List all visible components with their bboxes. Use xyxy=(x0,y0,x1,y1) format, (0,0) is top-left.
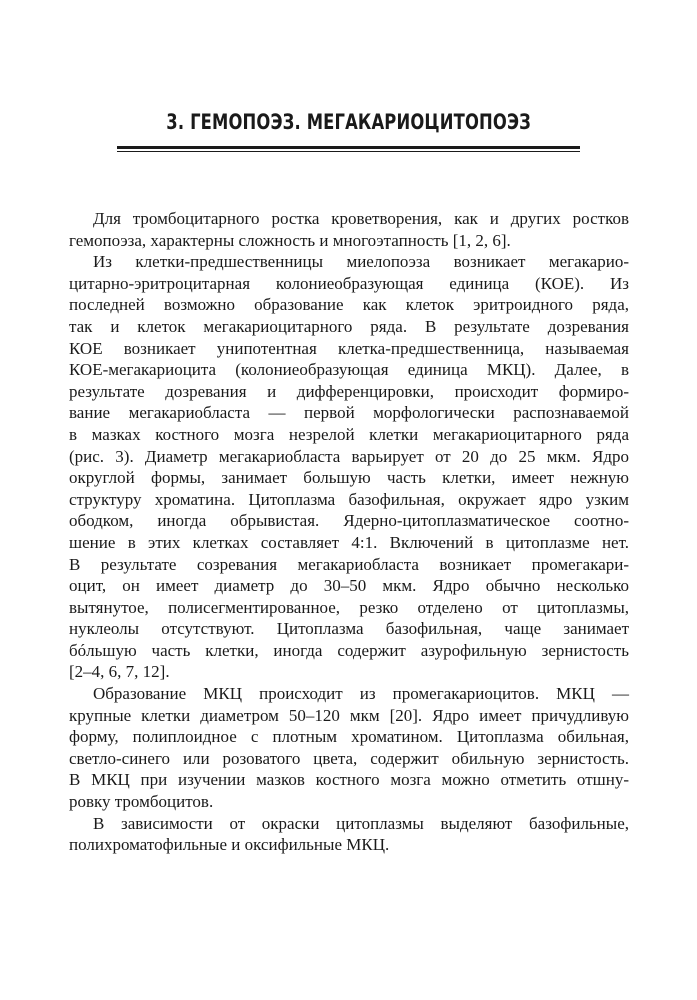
text-line: В МКЦ при изучении мазков костного мозга можно отметить отшну- xyxy=(69,770,629,790)
text-line: вание мегакариобласта — первой морфологически распознаваемой xyxy=(69,403,629,423)
text-line: В зависимости от окраски цитоплазмы выделяют базофильные, xyxy=(93,813,629,833)
body-text xyxy=(69,208,629,856)
paragraph xyxy=(69,683,629,813)
chapter-title: 3. ГЕМОПОЭЗ. МЕГАКАРИОЦИТОПОЭЗ xyxy=(166,110,531,134)
text-line: последней возможно образование как клеток эритроидного ряда, xyxy=(69,295,629,315)
text-line: В результате созревания мегакариобласта возникает промегакари- xyxy=(69,554,629,574)
text-line: КОЕ возникает унипотентная клетка-предшественница, называемая xyxy=(69,338,629,358)
text-line: цитарно-эритроцитарная колониеобразующая единица (КОЕ). Из xyxy=(69,273,629,293)
title-underline-thick xyxy=(117,146,580,149)
text-line: в мазках костного мозга незрелой клетки мегакариоцитарного ряда xyxy=(69,424,629,444)
text-line: полихроматофильные и оксифильные МКЦ. xyxy=(69,835,390,855)
text-line: нуклеолы отсутствуют. Цитоплазма базофильная, чаще занимает xyxy=(69,619,629,639)
text-line: ровку тромбоцитов. xyxy=(69,792,214,812)
text-line: ободком, иногда обрывистая. Ядерно-цитоплазматическое соотно- xyxy=(69,511,629,531)
paragraph xyxy=(69,813,629,856)
text-line: вытянутое, полисегментированное, резко отделено от цитоплазмы, xyxy=(69,597,629,617)
text-line: [2–4, 6, 7, 12]. xyxy=(69,662,170,682)
text-line: бóльшую часть клетки, иногда содержит азурофильную зернистость xyxy=(69,640,629,660)
title-underline-thin xyxy=(117,151,580,152)
paragraph xyxy=(69,251,629,683)
text-line: Для тромбоцитарного ростка кроветворения, как и других ростков xyxy=(93,209,629,228)
text-line: светло-синего или розоватого цвета, содержит обильную зернистость. xyxy=(69,748,629,768)
text-line: результате дозревания и дифференцировки, происходит формиро- xyxy=(69,381,629,401)
text-line: оцит, он имеет диаметр до 30–50 мкм. Ядро обычно несколько xyxy=(69,576,629,596)
text-line: Из клетки-предшественницы миелопоэза возникает мегакарио- xyxy=(93,252,629,272)
text-line: форму, полиплоидное с плотным хроматином. Цитоплазма обильная, xyxy=(69,727,629,747)
text-line: КОЕ-мегакариоцита (колониеобразующая единица МКЦ). Далее, в xyxy=(69,360,629,380)
text-line: округлой формы, занимает большую часть клетки, имеет нежную xyxy=(69,468,629,488)
text-line: гемопоэза, характерны сложность и многоэтапность [1, 2, 6]. xyxy=(69,230,511,250)
text-line: (рис. 3). Диаметр мегакариобласта варьирует от 20 до 25 мкм. Ядро xyxy=(69,446,629,466)
paragraph xyxy=(69,208,629,251)
text-line: так и клеток мегакариоцитарного ряда. В результате дозревания xyxy=(69,316,629,336)
text-line: структуру хроматина. Цитоплазма базофильная, окружает ядро узким xyxy=(69,489,629,509)
text-line: крупные клетки диаметром 50–120 мкм [20]. Ядро имеет причудливую xyxy=(69,705,629,725)
text-line: шение в этих клетках составляет 4:1. Включений в цитоплазме нет. xyxy=(69,532,629,552)
text-line: Образование МКЦ происходит из промегакариоцитов. МКЦ — xyxy=(93,684,629,704)
